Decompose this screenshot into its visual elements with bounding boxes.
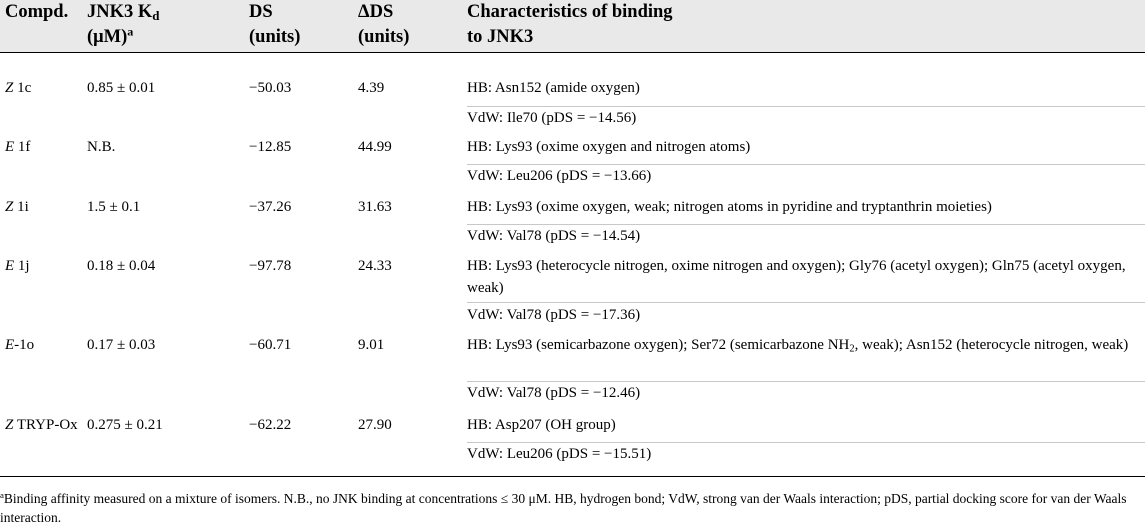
row-kd: 0.18 ± 0.04 [87,258,156,274]
row-vdw: VdW: Leu206 (pDS = −13.66) [467,168,652,184]
row-compound: E 1f [5,139,31,155]
row-hb: HB: Lys93 (semicarbazone oxygen); Ser72 (semicarbazone $NH_2$, weak); Asn152 (heterocycle nitrogen, weak) [467,337,1129,355]
row-compound: Z 1i [5,199,29,215]
row-hb: HB: Asn152 (amide oxygen) [467,80,640,96]
row-delta-ds: 31.63 [358,199,392,215]
row-hb: HB: Lys93 (oxime oxygen, weak; nitrogen atoms in pyridine and tryptanthrin moieties) [467,199,992,215]
row-hb: HB: Asp207 (OH group) [467,417,616,433]
row-compound: Z TRYP-Ox [5,417,78,433]
row-kd: 0.85 ± 0.01 [87,80,156,96]
table-footnote: $^a$Binding affinity measured on a mixture of isomers. N.B., no JNK binding at concentrations ≤ 30 μM. HB, hydrogen bond; VdW, strong van der Waals interaction; pDS, partial docking score for van der Waals interaction. [0,490,1127,525]
row-vdw: VdW: Val78 (pDS = −14.54) [467,228,641,244]
header-jnk3-kd: JNK3 $K_d$ $(\mu M)^a$ [87,2,160,47]
row-vdw: VdW: Ile70 (pDS = −14.56) [467,110,637,126]
row-delta-ds: 4.39 [358,80,385,96]
row-ds: −37.26 [249,199,292,215]
header-ds: DS (units) [249,2,301,47]
row-ds: −50.03 [249,80,292,96]
row-ds: −12.85 [249,139,292,155]
header-rule [0,52,1145,53]
header-compd: Compd. [5,2,69,22]
row-vdw: VdW: Leu206 (pDS = −15.51) [467,446,652,462]
header-delta-ds: ΔDS (units) [358,2,410,47]
row-hb: HB: Lys93 (heterocycle nitrogen, oxime nitrogen and oxygen); Gly76 (acetyl oxygen); Gln75 (acetyl oxygen, weak) [467,258,1126,296]
row-delta-ds: 24.33 [358,258,392,274]
row-vdw: VdW: Val78 (pDS = −17.36) [467,307,641,323]
row-ds: −97.78 [249,258,292,274]
row-delta-ds: 44.99 [358,139,392,155]
row-hb: HB: Lys93 (oxime oxygen and nitrogen atoms) [467,139,751,155]
row-compound: Z 1c [5,80,32,96]
row-kd: N.B. [87,139,116,155]
row-compound: E-1o [5,337,35,353]
row-kd: 0.275 ± 0.21 [87,417,163,433]
header-characteristics: Characteristics of binding to JNK3 [467,2,673,47]
row-compound: E 1j [5,258,30,274]
row-delta-ds: 27.90 [358,417,392,433]
row-ds: −60.71 [249,337,292,353]
row-divider [467,302,1145,303]
row-kd: 1.5 ± 0.1 [87,199,141,215]
table-bottom-rule [0,476,1145,477]
row-ds: −62.22 [249,417,292,433]
row-kd: 0.17 ± 0.03 [87,337,156,353]
row-delta-ds: 9.01 [358,337,385,353]
row-vdw: VdW: Val78 (pDS = −12.46) [467,385,641,401]
